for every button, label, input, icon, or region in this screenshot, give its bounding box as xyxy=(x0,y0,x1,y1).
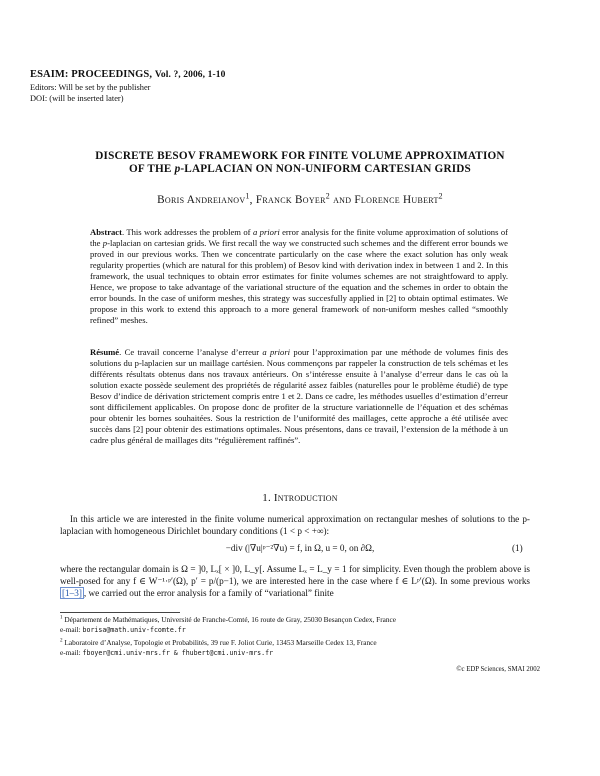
footnote-1-mark: 1 xyxy=(60,614,63,621)
footnote-1-text: Département de Mathématiques, Université de Franche-Comté, 16 route de Gray, 25030 Besançon Cedex, France xyxy=(62,615,397,624)
equation-body: −div (|∇u|ᵖ⁻²∇u) = f, in Ω, u = 0, on ∂Ω, xyxy=(225,543,375,553)
journal-volume: Vol. ?, 2006, 1-10 xyxy=(154,70,226,80)
resume-text-1: . Ce travail concerne l’analyse d’erreur xyxy=(119,347,263,357)
equation-number: (1) xyxy=(512,543,523,553)
resume-label: Résumé xyxy=(90,347,120,357)
footnote-2-text: Laboratoire d’Analyse, Topologie et Probabilités, 39 rue F. Joliot Curie, 13453 Marseille Cedex 13, France xyxy=(62,638,377,647)
abstract-text-3: -laplacian on cartesian grids. We first recall the way we constructed such schemes and the different error bounds we proved in our previous works. Then we concentrate particularly on the case where the exact solution has only weak regularity properties (which are natural for this problem) of Besov kind with derivation index in between 1 and 2. In this framework, the usual techniques to obtain error estimates for finite volumes schemes are not straightfoward to apply. Hence, we propose to take advantage of the variational structure of the equation and the schemes in order to obtain the error bounds. In the case of uniform meshes, this strategy was succesfully applied in [2] to obtain optimal estimates. We propose in this work to extend this approach to a more general framework of non-uniform meshes called “smoothly refined” meshes. xyxy=(90,238,508,326)
section-heading-introduction: 1. Introduction xyxy=(262,492,338,504)
author-1-affil: 1 xyxy=(245,191,250,201)
post-equation-text-2: , we carried out the error analysis for a family of “variational” finite xyxy=(83,588,334,599)
post-equation-paragraph xyxy=(60,563,530,600)
author-2-affil: 2 xyxy=(325,191,330,201)
editors-line: Editors: Will be set by the publisher xyxy=(30,83,151,92)
abstract-emph-2: p xyxy=(102,238,108,249)
abstract-label: Abstract xyxy=(90,227,122,237)
author-2: Franck Boyer xyxy=(255,194,326,206)
doi-line: DOI: (will be inserted later) xyxy=(30,94,124,103)
journal-name: ESAIM: PROCEEDINGS, xyxy=(30,69,153,80)
title-line-1: DISCRETE BESOV FRAMEWORK FOR FINITE VOLUME APPROXIMATION xyxy=(95,150,505,162)
intro-paragraph: In this article we are interested in the finite volume numerical approximation on rectangular meshes of solutions to the p-laplacian with homogeneous Dirichlet boundary conditions (1 < p < +∞): xyxy=(60,514,530,537)
abstract-text-1: . This work addresses the problem of xyxy=(121,227,253,237)
footnote-2-mark: 2 xyxy=(60,637,63,644)
author-sep-1: , xyxy=(249,194,256,206)
author-sep-2: and xyxy=(329,194,355,206)
author-1: Boris Andreianov xyxy=(157,194,246,206)
author-3: Florence Hubert xyxy=(354,194,439,206)
title-line-2-pre: OF THE xyxy=(129,163,175,175)
copyright-notice: ©c EDP Sciences, SMAI 2002 xyxy=(456,666,540,673)
footnote-2-email-line xyxy=(60,648,540,658)
publisher-info xyxy=(30,82,150,104)
title-line-2-post: -LAPLACIAN ON NON-UNIFORM CARTESIAN GRIDS xyxy=(180,163,471,175)
author-3-affil: 2 xyxy=(438,191,443,201)
footnote-2 xyxy=(60,638,540,658)
author-list xyxy=(40,191,560,206)
footnote-1-email-line xyxy=(60,625,540,635)
resume-emph-1: a priori xyxy=(262,347,291,357)
footnote-2-email-label: e-mail: xyxy=(60,648,83,657)
footnote-1-email-label: e-mail: xyxy=(60,625,83,634)
footnote-1-email[interactable]: borisa@math.univ-fcomte.fr xyxy=(82,626,186,634)
resume-text-2: pour l’approximation par une méthode de volumes finis des solutions du p-laplacien sur un maillage cartésien. Nous commençons par rappeler la construction de tels schémas et les différents résultats obtenus dans nos travaux antérieurs. On s’intéresse ensuite à l’analyse d’erreur dans le cas où la solution exacte possède seulement des propriétés de régularité assez faibles (naturelles pour le problème étudié) de type Besov d’indice de dérivation strictement compris entre 1 et 2. Dans ce cadre, les méthodes usuelles d’estimation d’erreur sont difficilement applicables. On propose donc de profiter de la structure variationnelle de l’équation et des schémas pour obtenir les bornes souhaitées. Sous la restriction de l’uniformité des maillages, cette approche a été utilisée avec succès dans [2] pour obtenir des estimations optimales. Nous présentons, dans ce travail, l’extension de la méthode à un cadre plus général de maillages dits “régulièrement raffinés”. xyxy=(90,347,509,446)
footnote-1-affiliation xyxy=(60,615,540,625)
paper-title xyxy=(40,150,560,176)
abstract-emph-1: a priori xyxy=(252,227,280,237)
abstract-text-2: error analysis for the finite volume approximation of solutions of the xyxy=(90,227,509,249)
title-p: p xyxy=(174,163,181,175)
citation-link[interactable]: [1–3] xyxy=(62,588,82,599)
abstract xyxy=(90,227,508,326)
footnote-1 xyxy=(60,615,540,635)
footnote-2-email[interactable]: fboyer@cmi.univ-mrs.fr & fhubert@cmi.univ-mrs.fr xyxy=(82,649,274,657)
post-equation-text-1: where the rectangular domain is Ω = ]0, Lₓ[ × ]0, L_y[. Assume Lₓ = L_y = 1 for simplicity. Even though the problem above is well-posed for any f ∈ W⁻¹·ᵖ′(Ω), p′ = p/(p−1), we are interested here in the case where f ∈ Lᵖ′(Ω). In some previous works xyxy=(60,564,530,587)
footnote-rule xyxy=(60,612,180,613)
title-line-2 xyxy=(40,163,560,176)
journal-header xyxy=(30,69,225,80)
resume xyxy=(90,347,508,446)
footnote-2-affiliation xyxy=(60,638,540,648)
